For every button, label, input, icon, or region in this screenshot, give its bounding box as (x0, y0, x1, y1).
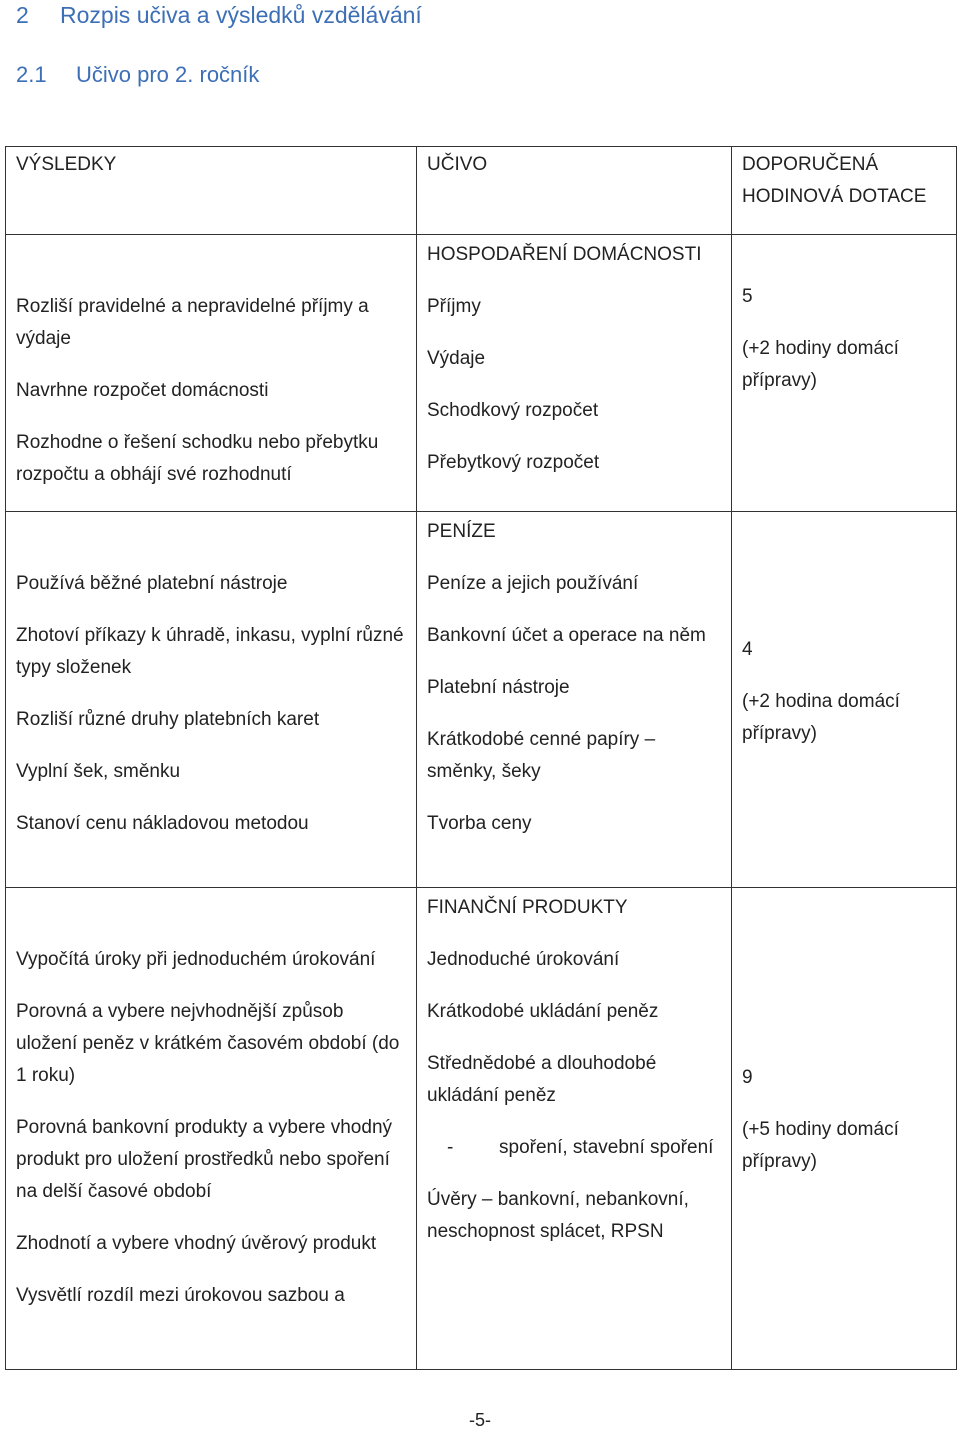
sub-list-item (427, 1132, 721, 1164)
list-item: Navrhne rozpočet domácnosti (16, 380, 269, 401)
section-number: 2.1 (16, 62, 47, 87)
list-item: Vysvětlí rozdíl mezi úrokovou sazbou a (16, 1285, 345, 1306)
list-item: Platební nástroje (427, 677, 570, 698)
curriculum-cell (417, 512, 732, 888)
curriculum-cell (417, 888, 732, 1370)
table-row (6, 512, 957, 888)
table-header-row (6, 147, 957, 235)
table-row (6, 235, 957, 512)
list-item: Rozliší různé druhy platebních karet (16, 709, 320, 730)
list-item: Schodkový rozpočet (427, 400, 599, 421)
hours-note: (+2 hodina domácí přípravy) (742, 691, 900, 744)
section-title: PENÍZE (427, 521, 496, 542)
hours-value: 5 (742, 286, 753, 307)
header-hours: DOPORUČENÁ HODINOVÁ DOTACE (732, 147, 957, 235)
section-heading (16, 62, 259, 88)
list-item: Vypočítá úroky při jednoduchém úrokování (16, 949, 376, 970)
hours-cell (732, 512, 957, 888)
dash-marker: - (447, 1137, 454, 1158)
list-item: Zhotoví příkazy k úhradě, inkasu, vyplní různé typy složenek (16, 625, 404, 678)
list-item: Porovná a vybere nejvhodnější způsob uložení peněz v krátkém časovém období (do 1 roku) (16, 1001, 400, 1086)
list-item: Porovná bankovní produkty a vybere vhodný produkt pro uložení prostředků nebo spoření na delší časové období (16, 1117, 393, 1202)
page-number: -5- (469, 1410, 491, 1430)
section-title: FINANČNÍ PRODUKTY (427, 897, 628, 918)
sub-item-text: spoření, stavební spoření (499, 1137, 714, 1158)
hours-note: (+2 hodiny domácí přípravy) (742, 338, 899, 391)
results-cell (6, 512, 417, 888)
table-row (6, 888, 957, 1370)
hours-value: 4 (742, 639, 753, 660)
list-item: Krátkodobé ukládání peněz (427, 1001, 659, 1022)
list-item: Bankovní účet a operace na něm (427, 625, 706, 646)
hours-note: (+5 hodiny domácí přípravy) (742, 1119, 899, 1172)
section-title: HOSPODAŘENÍ DOMÁCNOSTI (427, 244, 702, 265)
list-item: Zhodnotí a vybere vhodný úvěrový produkt (16, 1233, 377, 1254)
chapter-title: Rozpis učiva a výsledků vzdělávání (60, 2, 422, 28)
list-item: Jednoduché úrokování (427, 949, 620, 970)
list-item: Tvorba ceny (427, 813, 532, 834)
chapter-heading (16, 2, 422, 29)
list-item: Střednědobé a dlouhodobé ukládání peněz (427, 1053, 657, 1106)
section-title: Učivo pro 2. ročník (76, 62, 260, 87)
curriculum-table (5, 146, 957, 1370)
list-item: Přebytkový rozpočet (427, 452, 600, 473)
header-curriculum: UČIVO (417, 147, 732, 235)
hours-cell (732, 888, 957, 1370)
list-item: Peníze a jejich používání (427, 573, 639, 594)
chapter-number: 2 (16, 2, 29, 28)
curriculum-cell (417, 235, 732, 512)
list-item: Výdaje (427, 348, 486, 369)
hours-value: 9 (742, 1067, 753, 1088)
list-item: Rozhodne o řešení schodku nebo přebytku rozpočtu a obhájí své rozhodnutí (16, 432, 379, 485)
header-results: VÝSLEDKY (6, 147, 417, 235)
list-item: Používá běžné platební nástroje (16, 573, 288, 594)
results-cell (6, 888, 417, 1370)
list-item: Úvěry – bankovní, nebankovní, neschopnost splácet, RPSN (427, 1189, 689, 1242)
list-item: Příjmy (427, 296, 481, 317)
hours-cell (732, 235, 957, 512)
list-item: Vyplní šek, směnku (16, 761, 181, 782)
list-item: Stanoví cenu nákladovou metodou (16, 813, 309, 834)
results-cell (6, 235, 417, 512)
list-item: Krátkodobé cenné papíry – směnky, šeky (427, 729, 656, 782)
list-item: Rozliší pravidelné a nepravidelné příjmy a výdaje (16, 296, 369, 349)
